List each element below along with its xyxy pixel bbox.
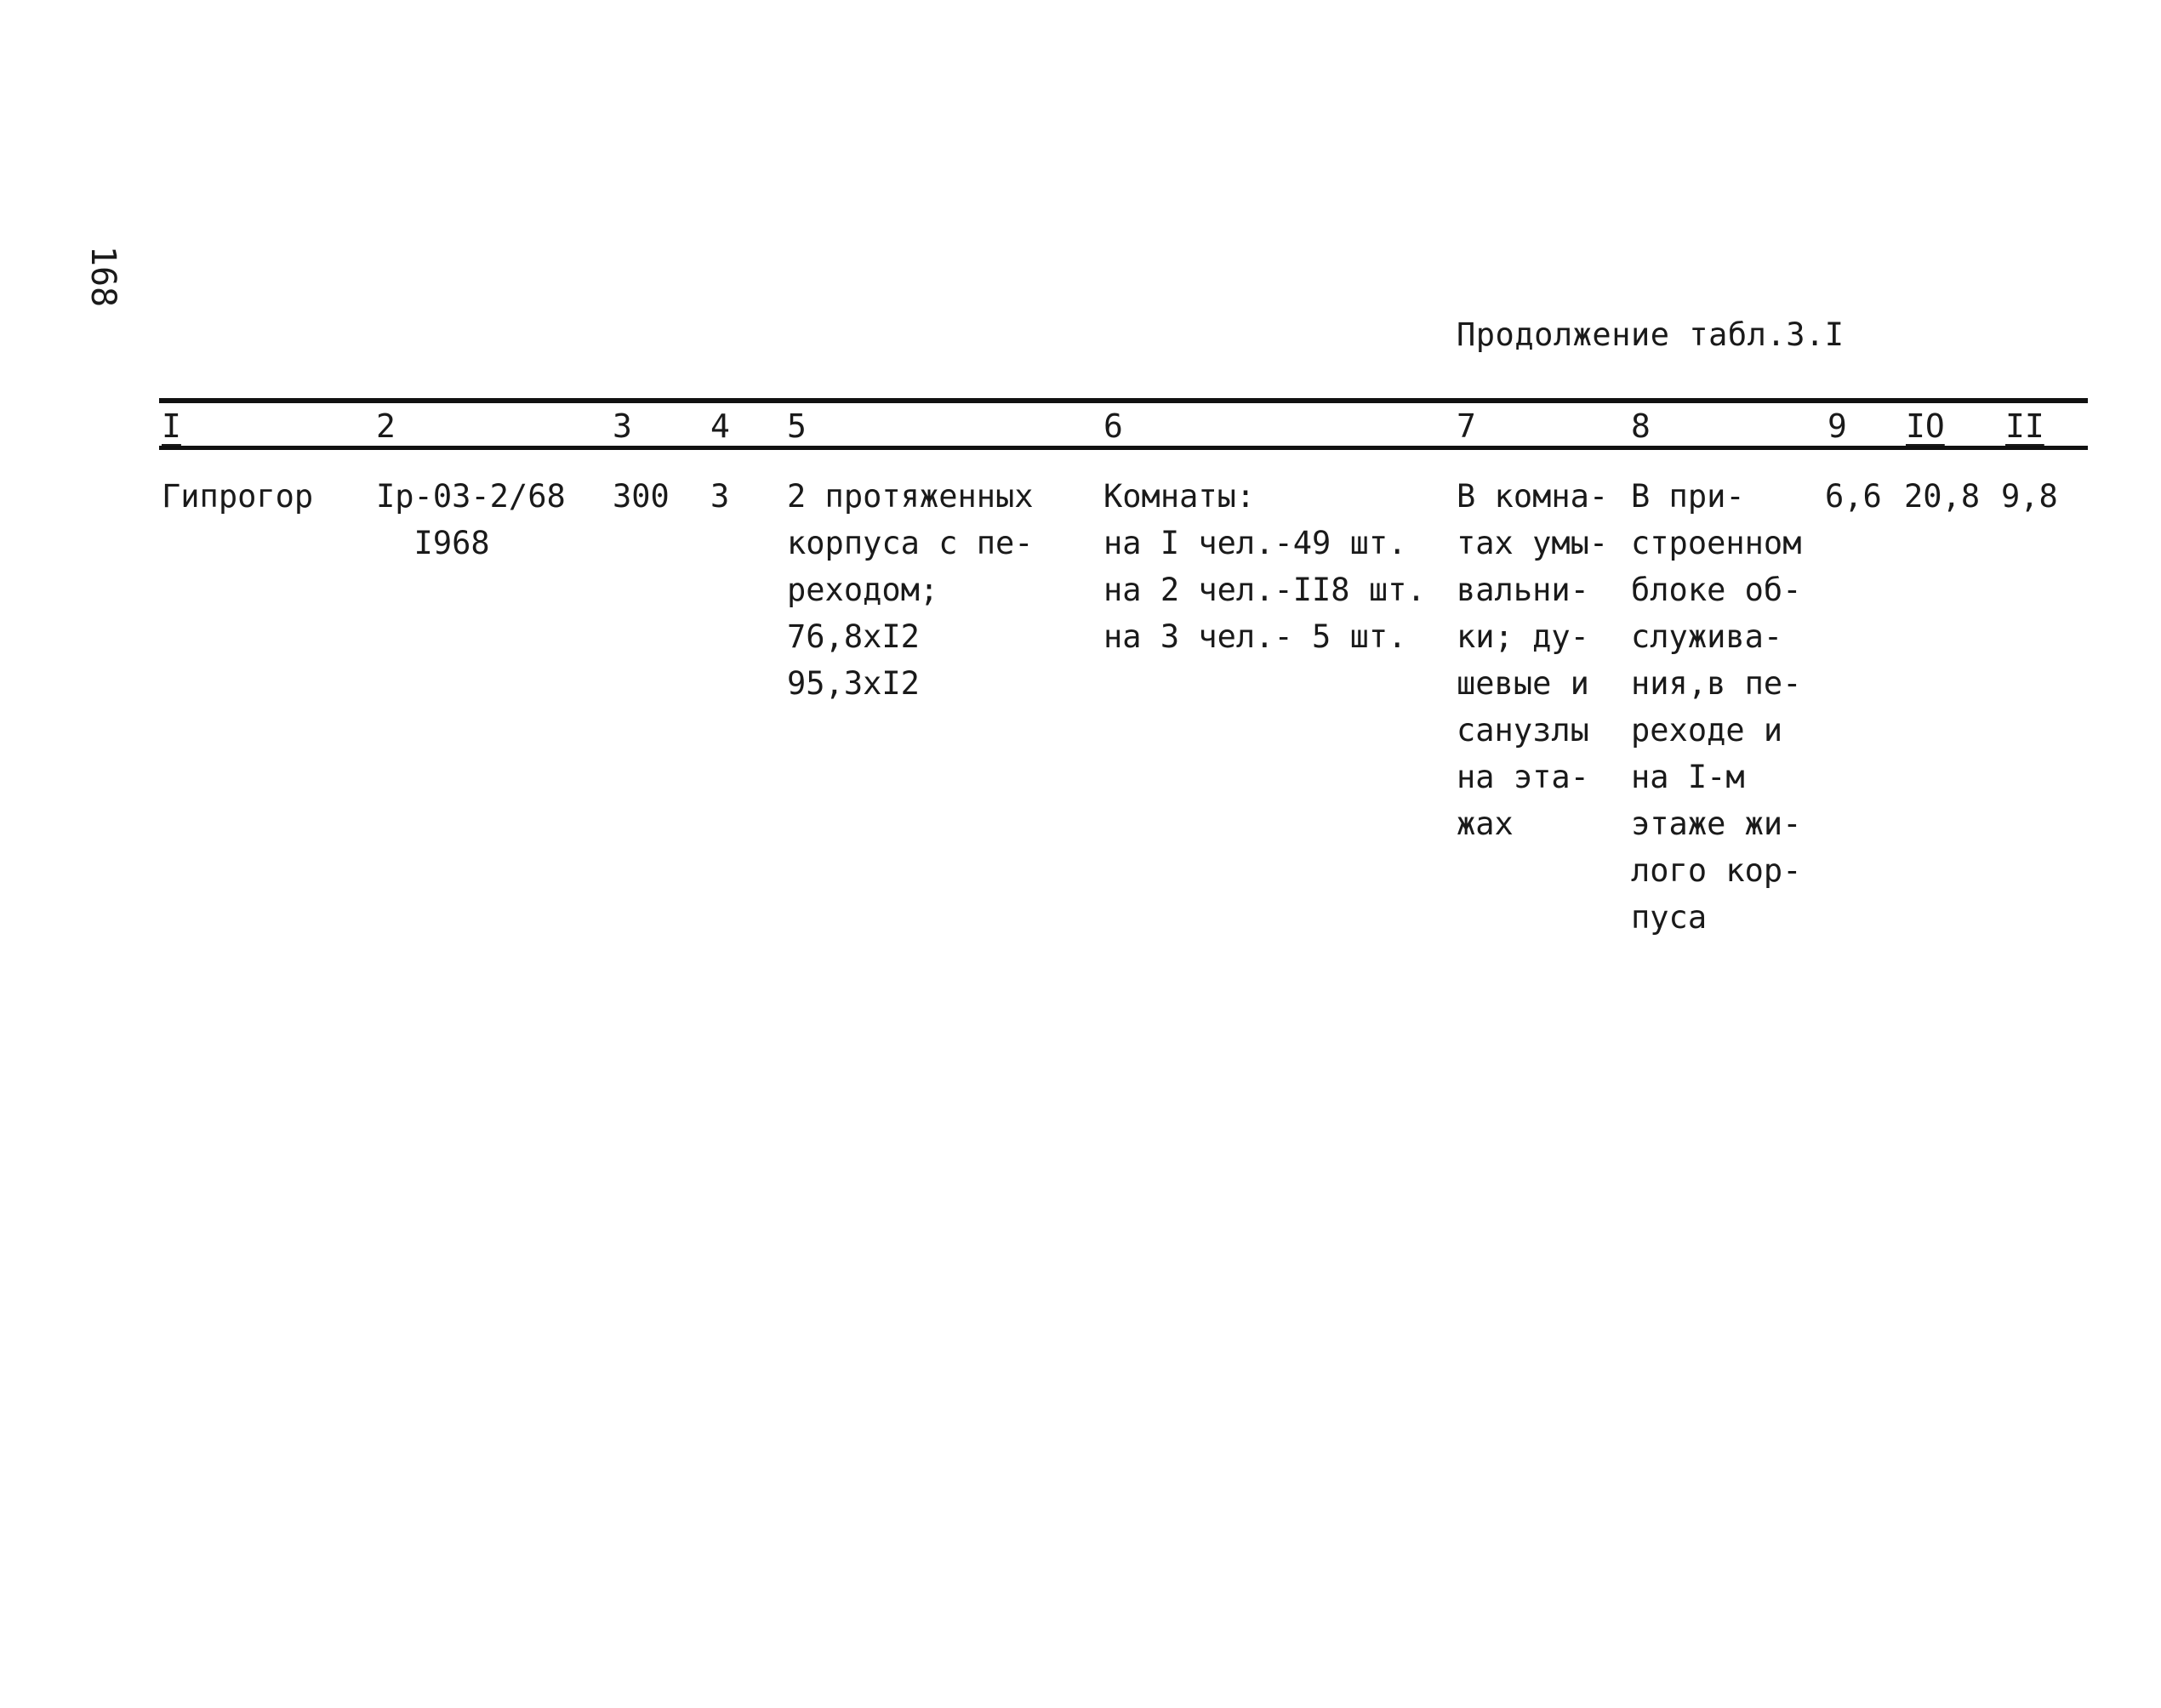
column-header-5: 5 <box>787 407 807 445</box>
column-header-4: 4 <box>710 407 730 445</box>
cell-organization: Гипрогор <box>162 478 314 515</box>
table-header-rule <box>159 446 2088 450</box>
cell-buildings: 2 протяженных корпуса с пе- реходом; 76,8xI2 95,3xI2 <box>787 478 1034 702</box>
cell-sanitary: В комна- тах умы- вальни- ки; ду- шевые и санузлы на эта- жах <box>1457 478 1609 842</box>
cell-project-code-year: Iр-03-2/68 I968 <box>376 478 566 561</box>
column-header-9: 9 <box>1827 407 1847 445</box>
page-number: 168 <box>83 245 123 308</box>
cell-col-10: 20,8 <box>1904 478 1981 515</box>
column-header-2: 2 <box>376 407 396 445</box>
column-header-10: IO <box>1906 407 1945 445</box>
column-header-1: I <box>162 407 181 445</box>
column-header-8: 8 <box>1631 407 1651 445</box>
cell-rooms: Комнаты: на I чел.-49 шт. на 2 чел.-II8 шт. на 3 чел.- 5 шт. <box>1103 478 1426 655</box>
cell-col-11: 9,8 <box>2001 478 2058 515</box>
cell-col-9: 6,6 <box>1825 478 1882 515</box>
column-header-7: 7 <box>1457 407 1476 445</box>
cell-col-3: 300 <box>613 478 670 515</box>
table-caption: Продолжение табл.3.I <box>1457 316 1845 353</box>
column-header-6: 6 <box>1103 407 1123 445</box>
cell-services: В при- строенном блоке об- служива- ния,в пе- реходе и на I-м этаже жи- лого кор- пуса <box>1631 478 1802 936</box>
column-header-3: 3 <box>613 407 632 445</box>
cell-col-4: 3 <box>710 478 730 515</box>
column-header-11: II <box>2005 407 2044 445</box>
table-top-rule <box>159 398 2088 403</box>
